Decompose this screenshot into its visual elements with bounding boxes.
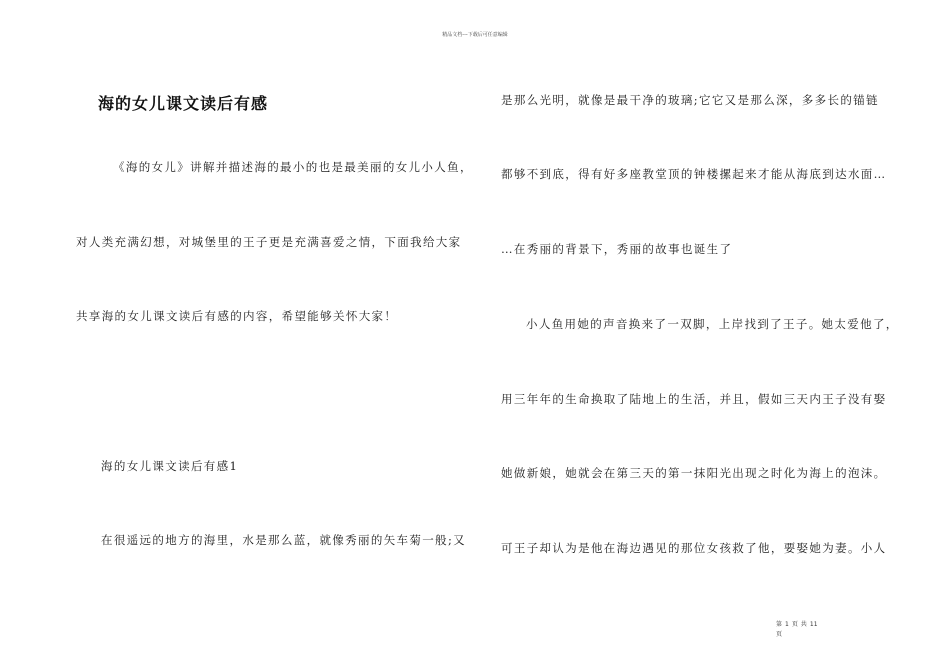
page-label-ye-2: 页 [776, 631, 783, 638]
page-label-di: 第 [776, 621, 783, 628]
left-line-2: 对人类充满幻想，对城堡里的王子更是充满喜爱之情，下面我给大家 [76, 235, 462, 249]
right-line-2: 都够不到底，得有好多座教堂顶的钟楼摞起来才能从海底到达水面… [501, 167, 887, 181]
left-line-3: 共享海的女儿课文读后有感的内容，希望能够关怀大家！ [76, 309, 398, 323]
right-line-3: …在秀丽的背景下，秀丽的故事也诞生了 [501, 242, 733, 256]
header-note: 精品文档---下载后可任意编辑 [442, 32, 508, 38]
page-label-gong: 共 [800, 621, 807, 628]
right-line-4: 小人鱼用她的声音换来了一双脚，上岸找到了王子。她太爱他了， [526, 317, 899, 331]
right-line-5: 用三年年的生命换取了陆地上的生活，并且，假如三天内王子没有娶 [501, 392, 887, 406]
document-title: 海的女儿课文读后有感 [98, 94, 269, 113]
page-current: 1 [785, 621, 789, 628]
page-label-ye: 页 [791, 621, 798, 628]
left-line-5: 在很遥远的地方的海里，水是那么蓝，就像秀丽的矢车菊一般;又 [101, 533, 467, 547]
page-footer [776, 620, 836, 640]
right-line-6: 她做新娘，她就会在第三天的第一抹阳光出现之时化为海上的泡沫。 [501, 466, 887, 480]
right-line-1: 是那么光明，就像是最干净的玻璃;它它又是那么深，多多长的锚链 [501, 93, 879, 107]
section-heading: 海的女儿课文读后有感1 [101, 459, 239, 473]
left-line-1: 《海的女儿》讲解并描述海的最小的也是最美丽的女儿小人鱼， [113, 160, 473, 174]
right-line-7: 可王子却认为是他在海边遇见的那位女孩救了他，要娶她为妻。小人 [501, 541, 887, 555]
page-total: 11 [809, 621, 818, 628]
